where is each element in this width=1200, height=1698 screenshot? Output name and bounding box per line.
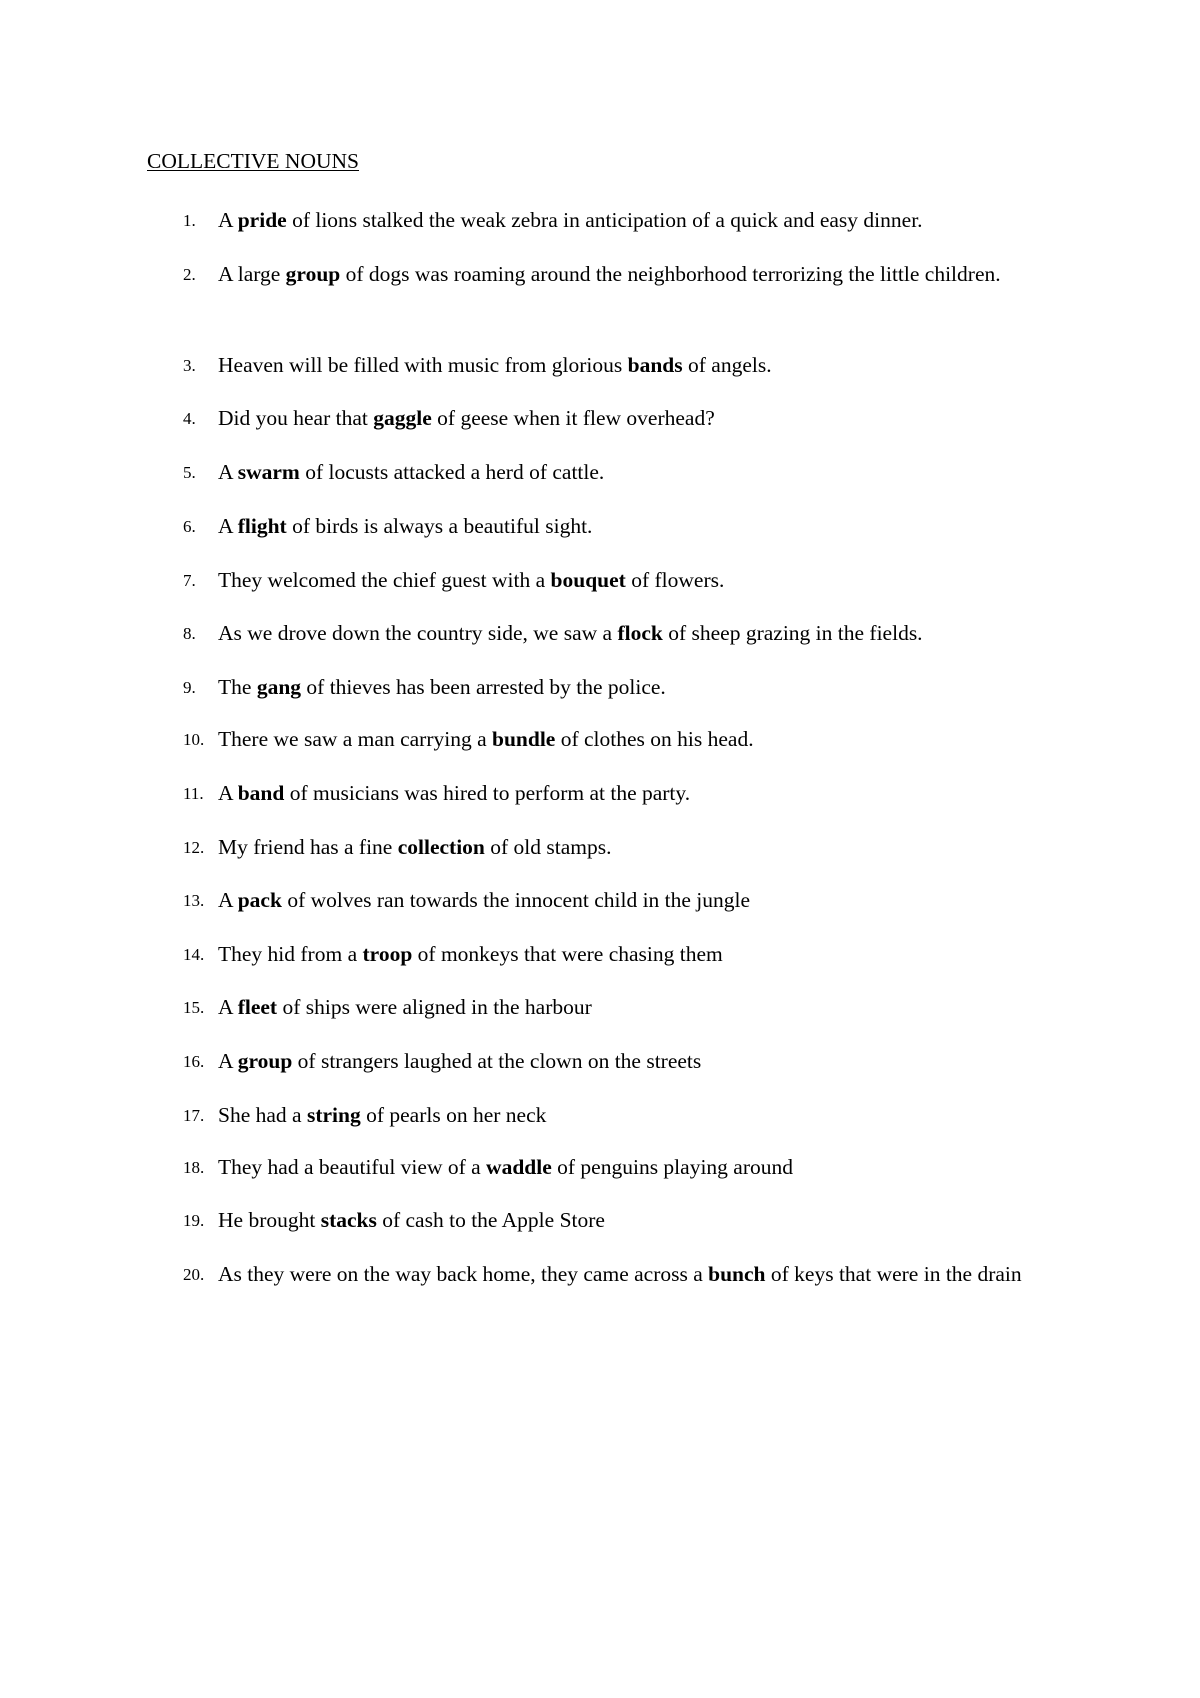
sentence-end: of clothes on his head. — [555, 727, 754, 751]
item-number: 20. — [183, 1265, 205, 1284]
sentence-start: There we saw a man carrying a — [218, 727, 492, 751]
collective-noun: bouquet — [550, 568, 626, 592]
sentence-end: of sheep grazing in the fields. — [662, 621, 923, 645]
sentence-end: of strangers laughed at the clown on the streets — [292, 1049, 702, 1073]
item-sentence — [218, 452, 1048, 493]
collective-noun: bundle — [492, 727, 556, 751]
item-sentence — [218, 345, 1048, 386]
sentence-end: of thieves has been arrested by the police. — [301, 675, 666, 699]
item-number: 1. — [183, 211, 196, 230]
sentence-start: They welcomed the chief guest with a — [218, 568, 551, 592]
sentence-end: of cash to the Apple Store — [376, 1208, 605, 1232]
item-sentence — [218, 827, 1048, 868]
sentence-end: of penguins playing around — [551, 1155, 794, 1179]
item-sentence — [218, 613, 1048, 654]
sentence-end: of old stamps. — [484, 835, 612, 859]
item-number: 8. — [183, 624, 196, 643]
item-sentence — [218, 987, 1048, 1028]
sentence-start: As they were on the way back home, they came across a — [218, 1262, 709, 1286]
collective-noun: collection — [397, 835, 485, 859]
sentence-start: A — [218, 514, 238, 538]
sentence-start: They hid from a — [218, 942, 363, 966]
sentence-end: of lions stalked the weak zebra in anticipation of a quick and easy dinner. — [286, 208, 923, 232]
collective-noun: pack — [237, 888, 282, 912]
item-sentence — [218, 667, 1048, 708]
item-sentence — [218, 1200, 1048, 1241]
collective-noun: band — [237, 781, 285, 805]
item-sentence — [218, 398, 1048, 439]
sentence-end: of flowers. — [625, 568, 725, 592]
collective-noun: stacks — [320, 1208, 377, 1232]
item-number: 16. — [183, 1052, 205, 1071]
item-number: 19. — [183, 1211, 205, 1230]
sentence-end: of dogs was roaming around the neighborhood terrorizing the little children. — [340, 262, 1001, 286]
collective-noun: bunch — [708, 1262, 766, 1286]
collective-noun: group — [237, 1049, 293, 1073]
item-number: 4. — [183, 409, 196, 428]
item-sentence — [218, 1254, 1048, 1295]
sentence-start: A — [218, 888, 238, 912]
item-sentence — [218, 773, 1048, 814]
item-sentence — [218, 200, 1048, 241]
sentence-end: of monkeys that were chasing them — [412, 942, 723, 966]
item-number: 5. — [183, 463, 196, 482]
sentence-start: They had a beautiful view of a — [218, 1155, 487, 1179]
sentence-start: A — [218, 781, 238, 805]
item-sentence — [218, 1147, 1048, 1188]
collective-noun: flock — [617, 621, 663, 645]
item-number: 15. — [183, 998, 205, 1017]
sentence-end: of birds is always a beautiful sight. — [286, 514, 593, 538]
item-number: 11. — [183, 784, 204, 803]
sentence-end: of angels. — [682, 353, 772, 377]
collective-noun: troop — [362, 942, 413, 966]
collective-noun: gang — [256, 675, 302, 699]
sentence-start: A — [218, 208, 238, 232]
sentence-start: Heaven will be filled with music from glorious — [218, 353, 628, 377]
item-sentence — [218, 254, 1048, 295]
sentence-start: A — [218, 460, 238, 484]
sentence-end: of pearls on her neck — [360, 1103, 547, 1127]
sentence-end: of geese when it flew overhead? — [431, 406, 715, 430]
item-sentence — [218, 934, 1048, 975]
sentence-start: She had a — [218, 1103, 307, 1127]
sentence-end: of wolves ran towards the innocent child in the jungle — [281, 888, 751, 912]
sentence-end: of locusts attacked a herd of cattle. — [299, 460, 605, 484]
collective-noun: flight — [237, 514, 287, 538]
sentence-start: A large — [218, 262, 286, 286]
sentence-start: He brought — [218, 1208, 321, 1232]
item-sentence — [218, 560, 1048, 601]
item-number: 2. — [183, 265, 196, 284]
item-sentence — [218, 1095, 1048, 1136]
item-sentence — [218, 506, 1048, 547]
item-number: 18. — [183, 1158, 205, 1177]
item-sentence — [218, 1041, 1048, 1082]
collective-noun: pride — [237, 208, 287, 232]
sentence-end: of ships were aligned in the harbour — [277, 995, 592, 1019]
collective-noun: string — [306, 1103, 361, 1127]
item-number: 14. — [183, 945, 205, 964]
item-number: 6. — [183, 517, 196, 536]
sentence-start: The — [218, 675, 257, 699]
collective-noun: fleet — [237, 995, 278, 1019]
document-title: COLLECTIVE NOUNS — [147, 149, 359, 173]
item-number: 3. — [183, 356, 196, 375]
item-number: 13. — [183, 891, 205, 910]
sentence-end: of keys that were in the drain — [765, 1262, 1022, 1286]
sentence-start: A — [218, 1049, 238, 1073]
item-sentence — [218, 880, 1048, 921]
collective-noun: waddle — [486, 1155, 552, 1179]
collective-noun: gaggle — [373, 406, 432, 430]
item-sentence — [218, 719, 1048, 760]
sentence-end: of musicians was hired to perform at the party. — [284, 781, 691, 805]
sentence-start: Did you hear that — [218, 406, 374, 430]
sentence-start: My friend has a fine — [218, 835, 398, 859]
sentence-start: A — [218, 995, 238, 1019]
sentence-start: As we drove down the country side, we saw a — [218, 621, 618, 645]
collective-noun: swarm — [237, 460, 300, 484]
item-number: 9. — [183, 678, 196, 697]
item-number: 7. — [183, 571, 196, 590]
item-number: 10. — [183, 730, 205, 749]
item-number: 12. — [183, 838, 205, 857]
collective-noun: bands — [627, 353, 683, 377]
collective-noun: group — [285, 262, 341, 286]
item-number: 17. — [183, 1106, 205, 1125]
